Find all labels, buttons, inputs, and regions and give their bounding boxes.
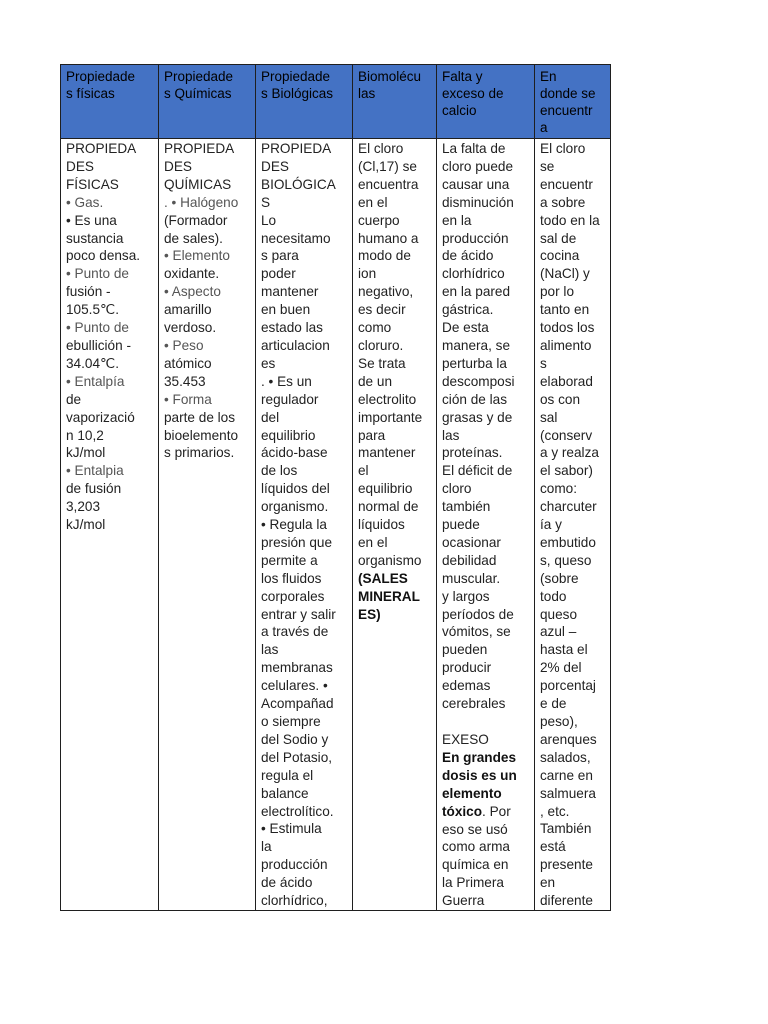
- quimicas-bullet-elemento: • Elemento: [164, 248, 230, 264]
- calcio-spacer: [442, 713, 530, 731]
- header-cell: [256, 65, 353, 139]
- fisicas-ebullicion-value: ebullición - 34.04℃.: [66, 337, 131, 371]
- fisicas-title: PROPIEDA DES FÍSICAS: [66, 141, 137, 192]
- fisicas-bullet-entalpia-fusion: • Entalpia: [66, 463, 124, 479]
- cell-biologicas: [256, 139, 353, 911]
- header-biologicas: Propiedade s Biológicas: [261, 69, 334, 101]
- header-cell: [159, 65, 256, 139]
- quimicas-halogeno-text: (Formador de sales).: [164, 212, 228, 246]
- content-row: [61, 139, 611, 911]
- header-cell: [353, 65, 437, 139]
- calcio-exceso-bold: En grandes dosis es un elemento tóxico: [442, 749, 517, 819]
- header-calcio: Falta y exceso de calcio: [442, 69, 504, 118]
- cell-fisicas: [61, 139, 159, 911]
- quimicas-bullet-halogeno: . • Halógeno: [164, 194, 239, 210]
- header-fisicas: Propiedade s físicas: [66, 69, 136, 101]
- cell-biomoleculas: [353, 139, 437, 911]
- fisicas-bullet-gas: • Gas.: [66, 194, 104, 210]
- fisicas-bullet-fusion: • Punto de: [66, 266, 129, 282]
- cell-donde: [535, 139, 611, 911]
- quimicas-aspecto-text: amarillo verdoso.: [164, 302, 217, 336]
- quimicas-elemento-text: oxidante.: [164, 266, 220, 282]
- biologicas-text: PROPIEDA DES BIOLÓGICA S Lo necesitamo s para poder mantener en buen estado las articulacion es . • Es un regulador del equilibrio ácido-base de los líquidos del organismo. • Regula la presión que permite a los fluidos corporales entrar y salir a través de las membranas celulares. • Acompañad o siempre del Sodio y del Potasio, regula el balance electrolítico. • Estimula la producción de ácido clorhídrico,: [261, 141, 336, 909]
- header-cell: [535, 65, 611, 139]
- properties-table: [60, 64, 611, 911]
- fisicas-vaporizacion-value: de vaporizació n 10,2 kJ/mol: [66, 391, 135, 461]
- header-cell: [437, 65, 535, 139]
- quimicas-title: PROPIEDA DES QUÍMICAS: [164, 141, 235, 192]
- fisicas-entalpia-fusion-value: de fusión 3,203 kJ/mol: [66, 481, 122, 533]
- calcio-exceso-paragraph: [442, 749, 530, 910]
- fisicas-bullet-ebullicion: • Punto de: [66, 320, 129, 336]
- biomoleculas-bold: (SALES MINERAL ES): [358, 570, 420, 622]
- cell-calcio: [437, 139, 535, 911]
- quimicas-forma-text: parte de los bioelemento s primarios.: [164, 409, 239, 461]
- fisicas-fusion-value: fusión - 105.5℃.: [66, 284, 120, 318]
- quimicas-peso-text: atómico 35.453: [164, 355, 212, 389]
- fisicas-bullet-vaporizacion: • Entalpía: [66, 373, 125, 389]
- header-quimicas: Propiedade s Químicas: [164, 69, 234, 101]
- header-cell: [61, 65, 159, 139]
- quimicas-bullet-forma: • Forma: [164, 391, 212, 407]
- biomoleculas-text: El cloro (Cl,17) se encuentra en el cuerpo humano a modo de ion negativo, es decir como cloruro. Se trata de un electrolito importante para mantener el equilibrio normal de líquidos en el organismo: [358, 141, 423, 568]
- header-row: [61, 65, 611, 139]
- header-biomoleculas: Biomolécu las: [358, 69, 422, 101]
- quimicas-bullet-aspecto: • Aspecto: [164, 284, 221, 300]
- calcio-exceso-title: EXESO: [442, 732, 489, 747]
- header-donde: En donde se encuentr a: [540, 69, 596, 135]
- calcio-exceso-rest: . Por eso se usó como arma química en la Primera Guerra: [442, 803, 511, 909]
- fisicas-bullet-densidad: • Es una sustancia poco densa.: [66, 212, 141, 264]
- donde-text: El cloro se encuentr a sobre todo en la sal de cocina (NaCl) y por lo tanto en todos los alimento s elaborad os con sal (conserv a y realza el sabor) como: charcuter ía y embutido s, queso (sobre todo queso azul – hasta el 2% del porcentaj e de peso), arenques salados, carne en salmuera , etc. También está presente en diferente: [540, 141, 600, 909]
- cell-quimicas: [159, 139, 256, 911]
- quimicas-bullet-peso: • Peso: [164, 337, 204, 353]
- calcio-text: La falta de cloro puede causar una disminución en la producción de ácido clorhídrico en la pared gástrica. De esta manera, se perturba la descomposi ción de las grasas y de las proteínas. El déficit de cloro también puede ocasionar debilidad muscular. y largos períodos de vómitos, se pueden producir edemas cerebrales: [442, 141, 515, 712]
